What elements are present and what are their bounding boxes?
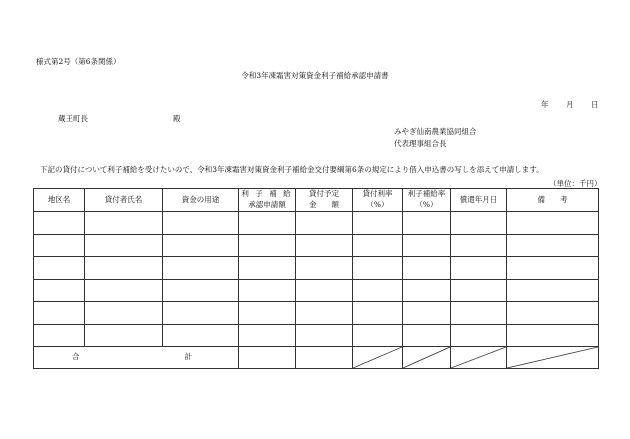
cell-fund-purpose[interactable] — [163, 257, 239, 280]
cell-fund-purpose[interactable] — [163, 324, 239, 347]
cell-subsidy-request-amount[interactable] — [239, 302, 296, 325]
header-district: 地区名 — [34, 189, 85, 212]
header-loan-rate: 貸付利率 （%） — [353, 189, 403, 212]
cell-fund-purpose[interactable] — [163, 279, 239, 302]
cell-subsidy-request-amount[interactable] — [239, 212, 296, 235]
cell-subsidy-rate[interactable] — [403, 324, 451, 347]
cell-district[interactable] — [34, 279, 85, 302]
cell-district[interactable] — [34, 257, 85, 280]
cell-remarks[interactable] — [507, 324, 599, 347]
cell-loan-rate[interactable] — [353, 302, 403, 325]
form-number: 様式第2号（第6条関係） — [36, 57, 121, 66]
addressee-honorific: 殿 — [173, 114, 181, 123]
cell-subsidy-rate[interactable] — [403, 257, 451, 280]
cell-loan-rate[interactable] — [353, 324, 403, 347]
total-repayment-date-na — [451, 347, 507, 369]
diagonal-strike-line — [507, 347, 598, 368]
header-repayment-date: 償還年月日 — [451, 189, 507, 212]
table-row — [34, 234, 599, 257]
header-borrower-name: 貸付者氏名 — [85, 189, 163, 212]
cell-remarks[interactable] — [507, 212, 599, 235]
cell-borrower-name[interactable] — [85, 257, 163, 280]
date-year-label: 年 — [541, 100, 549, 109]
cell-subsidy-rate[interactable] — [403, 212, 451, 235]
addressee: 蔵王町長 — [58, 114, 88, 123]
cell-district[interactable] — [34, 212, 85, 235]
cell-borrower-name[interactable] — [85, 212, 163, 235]
cell-repayment-date[interactable] — [451, 302, 507, 325]
cell-remarks[interactable] — [507, 302, 599, 325]
diagonal-strike-line — [451, 347, 506, 368]
total-label-cell — [34, 347, 239, 369]
cell-fund-purpose[interactable] — [163, 302, 239, 325]
cell-planned-loan-amount[interactable] — [296, 279, 353, 302]
table-body — [34, 212, 599, 347]
cell-subsidy-request-amount[interactable] — [239, 234, 296, 257]
cell-district[interactable] — [34, 324, 85, 347]
header-planned-loan-amount: 貸付予定 金 額 — [296, 189, 353, 212]
cell-subsidy-request-amount[interactable] — [239, 324, 296, 347]
table-row — [34, 324, 599, 347]
cell-district[interactable] — [34, 302, 85, 325]
cell-borrower-name[interactable] — [85, 302, 163, 325]
cell-repayment-date[interactable] — [451, 324, 507, 347]
applicant-organization: みやぎ仙南農業協同組合 — [394, 127, 477, 136]
cell-repayment-date[interactable] — [451, 279, 507, 302]
date-day-label: 日 — [591, 100, 599, 109]
cell-remarks[interactable] — [507, 279, 599, 302]
unit-note: （単位：千円） — [549, 179, 602, 188]
table-row — [34, 302, 599, 325]
document-title: 令和3年凍霜害対策資金利子補給承認申請書 — [241, 71, 389, 80]
cell-planned-loan-amount[interactable] — [296, 302, 353, 325]
cell-borrower-name[interactable] — [85, 279, 163, 302]
cell-subsidy-rate[interactable] — [403, 302, 451, 325]
total-label-left: 合 — [72, 352, 80, 362]
table-row — [34, 212, 599, 235]
cell-subsidy-request-amount[interactable] — [239, 279, 296, 302]
cell-subsidy-rate[interactable] — [403, 279, 451, 302]
cell-repayment-date[interactable] — [451, 212, 507, 235]
cell-loan-rate[interactable] — [353, 212, 403, 235]
cell-subsidy-request-amount[interactable] — [239, 257, 296, 280]
cell-fund-purpose[interactable] — [163, 212, 239, 235]
total-remarks-na — [507, 347, 599, 369]
application-table — [33, 188, 599, 369]
cell-borrower-name[interactable] — [85, 324, 163, 347]
cell-planned-loan-amount[interactable] — [296, 257, 353, 280]
cell-subsidy-rate[interactable] — [403, 234, 451, 257]
applicant-representative: 代表理事組合長 — [394, 139, 447, 148]
total-label-right: 計 — [184, 352, 192, 362]
cell-planned-loan-amount[interactable] — [296, 212, 353, 235]
cell-district[interactable] — [34, 234, 85, 257]
total-loan-rate-na — [353, 347, 403, 369]
cell-planned-loan-amount[interactable] — [296, 234, 353, 257]
diagonal-strike-line — [403, 347, 450, 368]
header-subsidy-request-amount: 利 子 補 給 承認申請額 — [239, 189, 296, 212]
cell-borrower-name[interactable] — [85, 234, 163, 257]
table-header-row — [34, 189, 599, 212]
cell-loan-rate[interactable] — [353, 279, 403, 302]
total-subsidy-amount[interactable] — [239, 347, 296, 369]
cell-repayment-date[interactable] — [451, 257, 507, 280]
application-statement: 下記の貸付について利子補給を受けたいので、令和3年凍霜害対策資金利子補給金交付要綱第6条の規定により借入申込書の写しを添えて申請します。 — [40, 165, 544, 174]
total-loan-amount[interactable] — [296, 347, 353, 369]
total-row — [34, 347, 599, 369]
cell-fund-purpose[interactable] — [163, 234, 239, 257]
cell-loan-rate[interactable] — [353, 257, 403, 280]
date-month-label: 月 — [566, 100, 574, 109]
header-remarks: 備 考 — [507, 189, 599, 212]
header-subsidy-rate: 利子補給率 （%） — [403, 189, 451, 212]
total-subsidy-rate-na — [403, 347, 451, 369]
cell-repayment-date[interactable] — [451, 234, 507, 257]
cell-remarks[interactable] — [507, 234, 599, 257]
table-row — [34, 279, 599, 302]
header-fund-purpose: 資金の用途 — [163, 189, 239, 212]
cell-loan-rate[interactable] — [353, 234, 403, 257]
diagonal-strike-line — [353, 347, 402, 368]
cell-remarks[interactable] — [507, 257, 599, 280]
table-row — [34, 257, 599, 280]
cell-planned-loan-amount[interactable] — [296, 324, 353, 347]
